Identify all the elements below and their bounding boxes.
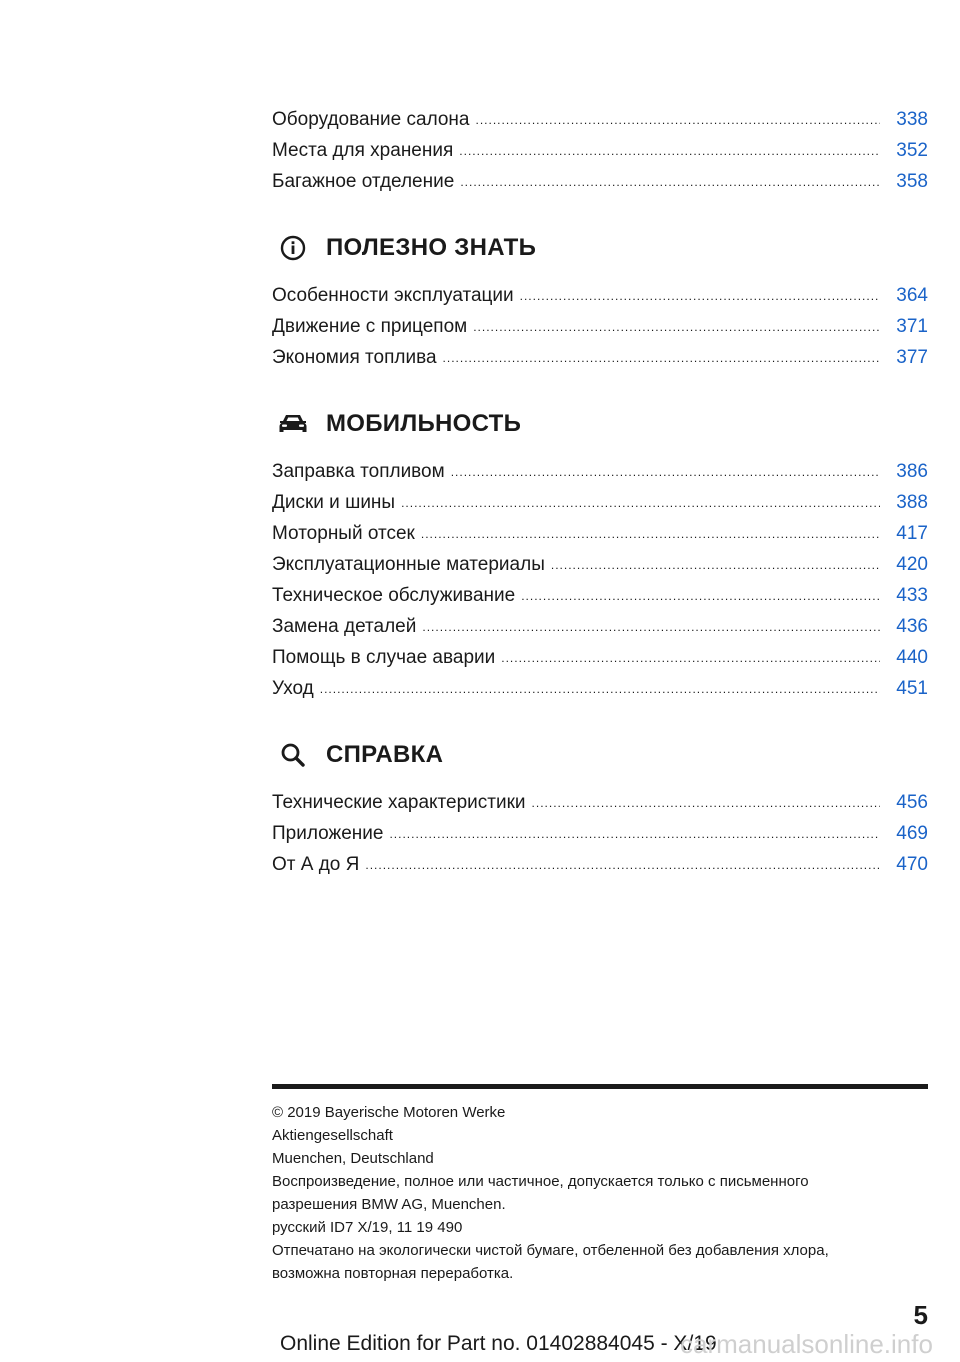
section-heading [272, 230, 928, 266]
section-title: СПРАВКА [326, 741, 444, 768]
dot-leader [476, 105, 881, 136]
toc-page-link[interactable]: 456 [896, 792, 928, 813]
dot-leader [389, 819, 880, 850]
toc-entry-label: Помощь в случае аварии [272, 647, 496, 668]
toc-entry[interactable] [272, 166, 928, 197]
toc-entry-label: Уход [272, 678, 314, 699]
toc-page-link[interactable]: 388 [896, 492, 928, 513]
imprint [272, 1101, 928, 1285]
toc-page-link[interactable]: 364 [896, 285, 928, 306]
toc-page-link[interactable]: 417 [896, 523, 928, 544]
imprint-line: Muenchen, Deutschland [272, 1150, 434, 1167]
toc-page-link[interactable]: 371 [896, 316, 928, 337]
toc-page-link[interactable]: 440 [896, 647, 928, 668]
dot-leader [422, 612, 880, 643]
divider [272, 1084, 928, 1089]
imprint-line: © 2019 Bayerische Motoren Werke [272, 1104, 506, 1121]
dot-leader [501, 643, 880, 674]
toc-entry[interactable] [272, 818, 928, 849]
toc-entry-label: Технические характеристики [272, 792, 526, 813]
toc-entry[interactable] [272, 611, 928, 642]
toc-entry-label: Заправка топливом [272, 461, 445, 482]
toc-entry[interactable] [272, 311, 928, 342]
toc-entry[interactable] [272, 104, 928, 135]
dot-leader [520, 281, 880, 312]
imprint-line: Aktiengesellschaft [272, 1127, 393, 1144]
toc-entry-label: Места для хранения [272, 140, 454, 161]
toc-page-link[interactable]: 451 [896, 678, 928, 699]
toc-page-link[interactable]: 470 [896, 854, 928, 875]
toc-page-link[interactable]: 420 [896, 554, 928, 575]
section-title: МОБИЛЬНОСТЬ [326, 410, 522, 437]
page-number: 5 [913, 1300, 928, 1330]
toc-page-link[interactable]: 352 [896, 140, 928, 161]
dot-leader [443, 343, 880, 374]
dot-leader [473, 312, 880, 343]
imprint-line: разрешения BMW AG, Muenchen. [272, 1196, 506, 1213]
toc-entry[interactable] [272, 518, 928, 549]
imprint-line: русский ID7 X/19, 11 19 490 [272, 1219, 463, 1236]
section-heading [272, 406, 928, 442]
online-edition-note: Online Edition for Part no. 01402884045 - X/19 [280, 1332, 717, 1355]
dot-leader [401, 488, 880, 519]
dot-leader [459, 136, 880, 167]
toc-page-link[interactable]: 469 [896, 823, 928, 844]
dot-leader [532, 788, 880, 819]
toc-page-link[interactable]: 433 [896, 585, 928, 606]
toc-entry-label: Приложение [272, 823, 384, 844]
toc-entry-label: Багажное отделение [272, 171, 455, 192]
toc-entry-label: Моторный отсек [272, 523, 415, 544]
toc-entry[interactable] [272, 549, 928, 580]
section-heading [272, 737, 928, 773]
toc-page-link[interactable]: 436 [896, 616, 928, 637]
toc-entry[interactable] [272, 580, 928, 611]
toc-entry-label: Эксплуатационные материалы [272, 554, 545, 575]
dot-leader [551, 550, 880, 581]
dot-leader [521, 581, 880, 612]
toc-page-link[interactable]: 338 [896, 109, 928, 130]
watermark: carmanualsonline.info [680, 1329, 933, 1359]
dot-leader [451, 457, 880, 488]
toc-entry-label: Оборудование салона [272, 109, 470, 130]
toc-entry[interactable] [272, 135, 928, 166]
dot-leader [320, 674, 880, 705]
dot-leader [460, 167, 880, 198]
dot-leader [365, 850, 880, 881]
toc-entry-label: Диски и шины [272, 492, 396, 513]
toc-entry[interactable] [272, 342, 928, 373]
toc-entry-label: От А до Я [272, 854, 360, 875]
toc-entry-label: Экономия топлива [272, 347, 437, 368]
toc-entry[interactable] [272, 673, 928, 704]
toc-entry-label: Замена деталей [272, 616, 417, 637]
toc-entry[interactable] [272, 456, 928, 487]
toc-entry[interactable] [272, 849, 928, 880]
dot-leader [421, 519, 880, 550]
table-of-contents [272, 104, 928, 880]
toc-entry-label: Движение с прицепом [272, 316, 468, 337]
section-title: ПОЛЕЗНО ЗНАТЬ [326, 234, 537, 261]
imprint-line: Воспроизведение, полное или частичное, допускается только с письменного [272, 1173, 809, 1190]
search-icon [276, 738, 310, 772]
car-icon [276, 407, 310, 441]
toc-entry[interactable] [272, 280, 928, 311]
toc-page-link[interactable]: 358 [896, 171, 928, 192]
toc-entry[interactable] [272, 787, 928, 818]
imprint-line: возможна повторная переработка. [272, 1265, 514, 1282]
toc-entry-label: Особенности эксплуатации [272, 285, 514, 306]
toc-entry[interactable] [272, 642, 928, 673]
toc-entry[interactable] [272, 487, 928, 518]
toc-page-link[interactable]: 377 [896, 347, 928, 368]
info-icon [276, 231, 310, 265]
toc-entry-label: Техническое обслуживание [272, 585, 516, 606]
toc-page-link[interactable]: 386 [896, 461, 928, 482]
imprint-line: Отпечатано на экологически чистой бумаге, отбеленной без добавления хлора, [272, 1242, 829, 1259]
